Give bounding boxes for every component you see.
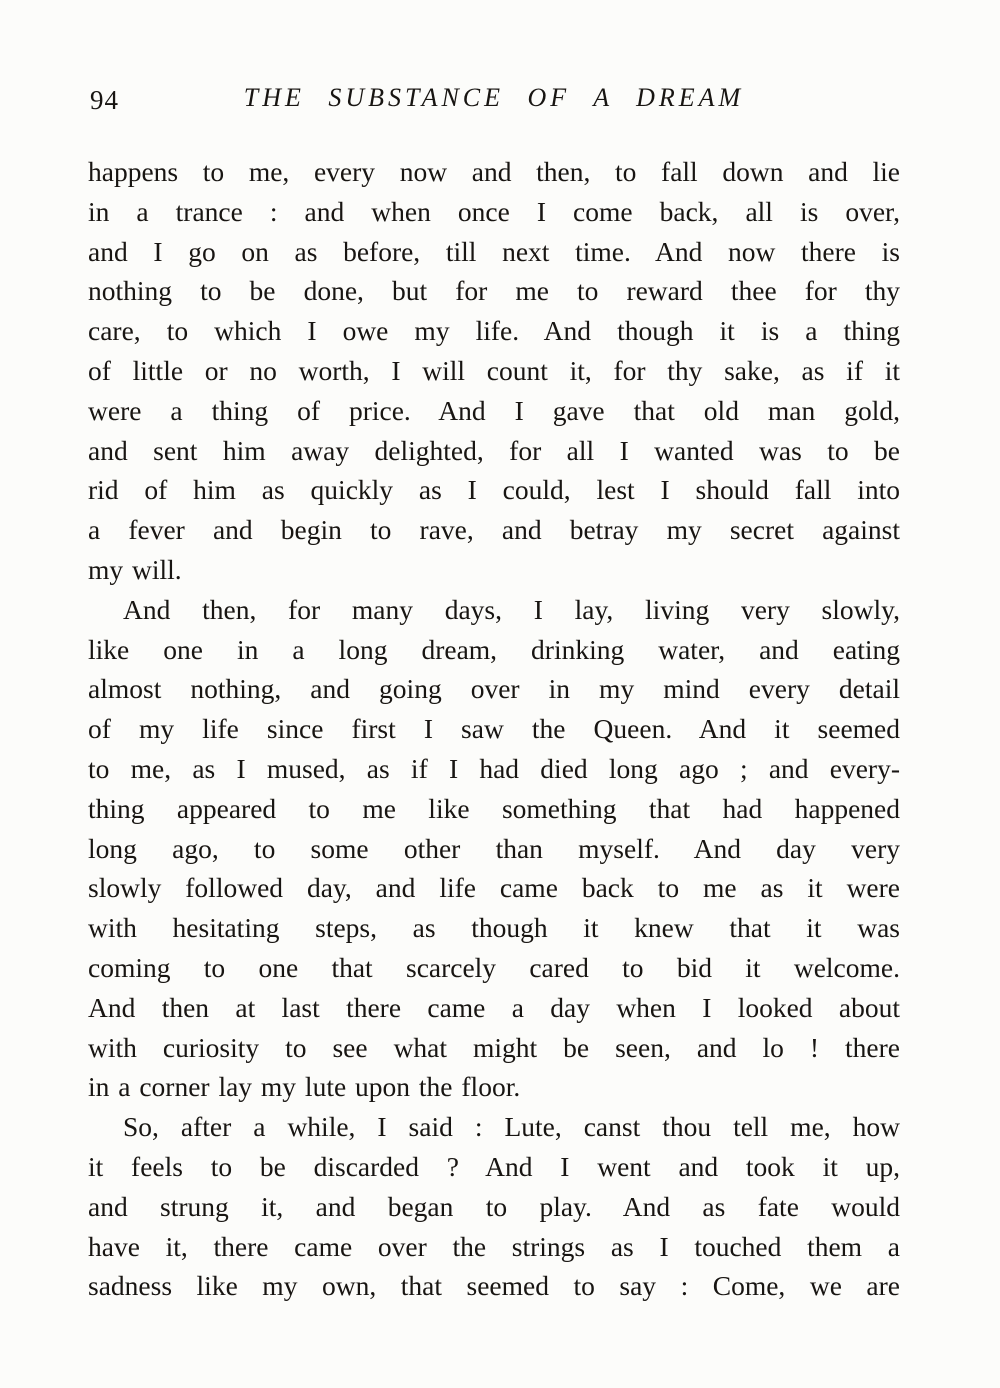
text-line: long ago, to some other than myself. And day very — [88, 832, 900, 864]
text-line: happens to me, every now and then, to fall down and lie — [88, 156, 900, 187]
text-line: and strung it, and began to play. And as fate would — [88, 1190, 900, 1222]
page-number: 94 — [90, 85, 119, 115]
text-line: of little or no worth, I will count it, for thy sake, as if it — [88, 354, 900, 386]
text-line: and sent him away delighted, for all I wanted was to be — [88, 434, 900, 466]
running-title: THE SUBSTANCE OF A DREAM — [243, 83, 745, 112]
text-line: to me, as I mused, as if I had died long ago ; and every- — [88, 752, 900, 784]
text-line: slowly followed day, and life came back to me as it were — [88, 872, 900, 904]
text-line: were a thing of price. And I gave that old man gold, — [88, 394, 900, 426]
text-line: care, to which I owe my life. And though it is a thing — [88, 315, 900, 347]
text-line: So, after a while, I said : Lute, canst thou tell me, how — [123, 1111, 900, 1143]
page-header — [88, 82, 900, 116]
text-line: with curiosity to see what might be seen, and lo ! there — [88, 1031, 900, 1063]
text-line: coming to one that scarcely cared to bid it welcome. — [88, 951, 900, 983]
text-line: nothing to be done, but for me to reward thee for thy — [88, 275, 900, 307]
text-line: And then, for many days, I lay, living very slowly, — [123, 593, 900, 625]
text-line: it feels to be discarded ? And I went and took it up, — [88, 1150, 900, 1182]
body-text — [88, 152, 900, 1306]
text-line: sadness like my own, that seemed to say : Come, we are — [88, 1270, 900, 1302]
text-line: rid of him as quickly as I could, lest I should fall into — [88, 474, 900, 506]
text-line: And then at last there came a day when I looked about — [88, 991, 900, 1023]
text-line: in a trance : and when once I come back, all is over, — [88, 195, 900, 227]
text-line: almost nothing, and going over in my mind every detail — [88, 673, 900, 705]
text-line: with hesitating steps, as though it knew that it was — [88, 912, 900, 944]
text-line: and I go on as before, till next time. And now there is — [88, 235, 900, 267]
text-line: thing appeared to me like something that had happened — [88, 792, 900, 824]
text-line: like one in a long dream, drinking water, and eating — [88, 633, 900, 665]
text-line: my will. — [88, 553, 182, 585]
text-line: have it, there came over the strings as I touched them a — [88, 1230, 900, 1262]
text-line: in a corner lay my lute upon the floor. — [88, 1071, 521, 1103]
text-line: a fever and begin to rave, and betray my secret against — [88, 514, 900, 546]
text-line: of my life since first I saw the Queen. And it seemed — [88, 713, 900, 745]
